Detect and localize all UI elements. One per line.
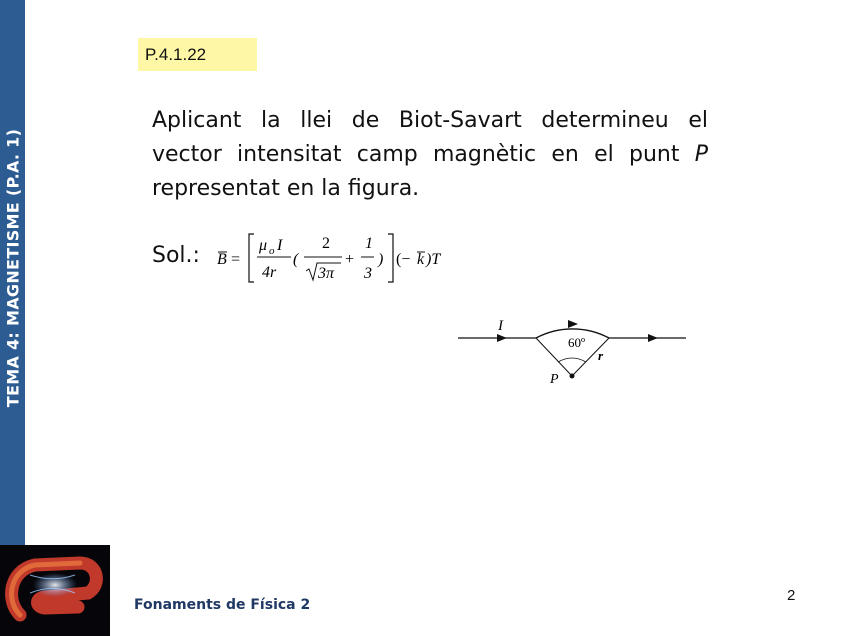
problem-code: P.4.1.22 xyxy=(138,38,257,71)
sidebar-title: TEMA 4: MAGNETISME (P.A. 1) xyxy=(3,128,23,408)
formula-mu: μ xyxy=(259,237,268,254)
point-label: P xyxy=(550,372,559,387)
formula-open: ( xyxy=(293,251,299,268)
radius-label: r xyxy=(598,348,604,363)
statement-text-before: Aplicant la llei de Biot-Savart determineu el vector intensitat camp magnètic en el punt xyxy=(152,108,708,167)
formula-tail-open: (− xyxy=(396,251,411,268)
formula-lhs: B xyxy=(217,251,227,268)
statement-var-p: P xyxy=(694,142,708,167)
circuit-figure xyxy=(452,310,692,390)
current-label: I xyxy=(498,318,503,334)
formula-plus: + xyxy=(345,251,355,268)
page-number: 2 xyxy=(787,587,796,604)
formula-num2: 2 xyxy=(322,235,330,252)
formula-tail-close: )T xyxy=(426,251,441,268)
formula-num3: 1 xyxy=(365,235,373,252)
formula-eq: = xyxy=(231,251,241,268)
magnet-image xyxy=(0,545,110,636)
sidebar xyxy=(0,0,25,545)
formula-current: I xyxy=(277,237,283,254)
formula-den2: 3π xyxy=(318,265,335,282)
formula-den1: 4r xyxy=(262,264,277,281)
angle-label: 60º xyxy=(568,335,586,350)
formula-k: k xyxy=(417,251,425,268)
solution-label: Sol.: xyxy=(152,243,200,268)
statement-text-after: representat en la figura. xyxy=(152,176,420,201)
formula-den3: 3 xyxy=(364,265,372,282)
formula-mu-sub: o xyxy=(269,245,275,257)
formula-close: ) xyxy=(378,251,384,268)
problem-statement xyxy=(152,104,708,206)
solution-formula xyxy=(214,226,454,290)
course-name: Fonaments de Física 2 xyxy=(134,597,311,613)
